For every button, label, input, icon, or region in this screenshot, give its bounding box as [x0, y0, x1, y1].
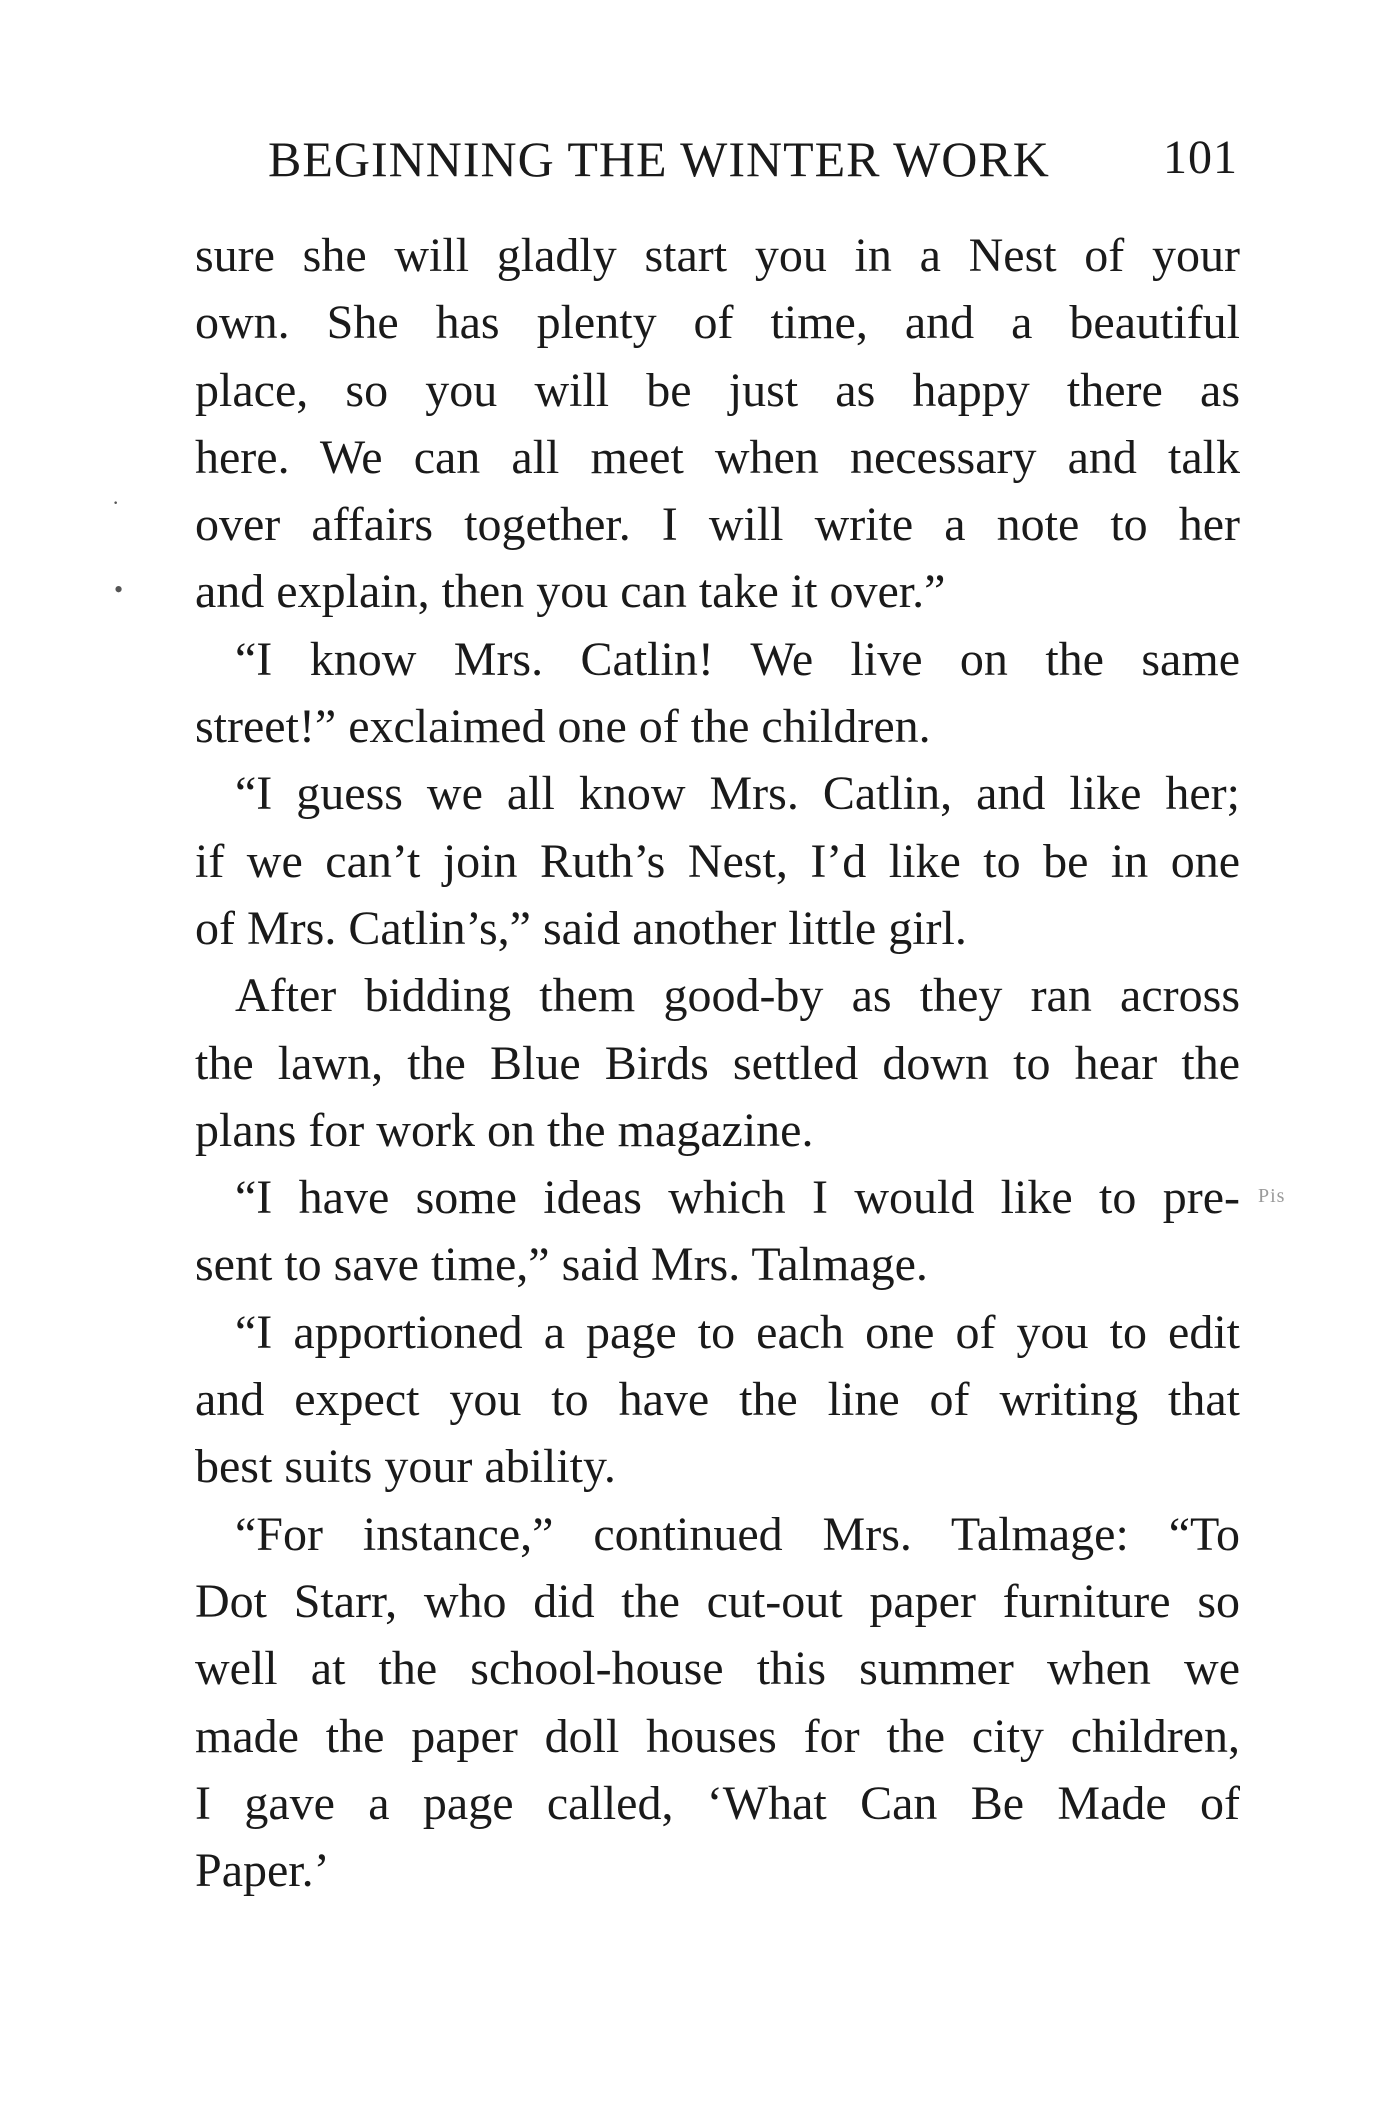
margin-mark: ·: [112, 490, 120, 515]
paragraph: [195, 962, 1240, 1164]
body-text: [195, 222, 1240, 1904]
text-line: place, so you will be just as happy there as: [195, 363, 1240, 417]
text-line: own. She has plenty of time, and a beautiful: [195, 296, 1240, 350]
text-line: if we can’t join Ruth’s Nest, I’d like to be in one: [195, 834, 1240, 888]
text-line: plans for work on the magazine.: [195, 1103, 814, 1157]
paragraph: [195, 1164, 1240, 1299]
text-line: well at the school-house this summer when we: [195, 1642, 1240, 1696]
text-line: and expect you to have the line of writing that: [195, 1373, 1240, 1427]
margin-bleedthrough: Pis: [1258, 1185, 1286, 1207]
text-line: made the paper doll houses for the city children,: [195, 1709, 1240, 1763]
running-title: BEGINNING THE WINTER WORK: [268, 131, 1050, 187]
paragraph: [195, 626, 1240, 761]
text-line: Paper.’: [195, 1844, 330, 1898]
running-head: [268, 130, 1238, 190]
margin-mark: •: [114, 575, 124, 604]
text-line: “I know Mrs. Catlin! We live on the same: [235, 632, 1240, 686]
text-line: “For instance,” continued Mrs. Talmage: “To: [235, 1507, 1240, 1561]
text-line: and explain, then you can take it over.”: [195, 565, 946, 619]
text-line: sent to save time,” said Mrs. Talmage.: [195, 1238, 928, 1292]
text-line: “I guess we all know Mrs. Catlin, and like her;: [235, 767, 1240, 821]
text-line: here. We can all meet when necessary and talk: [195, 430, 1240, 484]
text-line: of Mrs. Catlin’s,” said another little girl.: [195, 901, 967, 955]
text-line: best suits your ability.: [195, 1440, 616, 1494]
paragraph-continuation: [195, 222, 1240, 626]
page-number: 101: [1163, 131, 1238, 184]
text-line: Dot Starr, who did the cut-out paper furniture so: [195, 1574, 1240, 1628]
text-line: “I have some ideas which I would like to pre-: [235, 1171, 1240, 1225]
text-line: over affairs together. I will write a note to her: [195, 498, 1240, 552]
paragraph: [195, 1299, 1240, 1501]
text-line: street!” exclaimed one of the children.: [195, 700, 931, 754]
paragraph: [195, 760, 1240, 962]
text-line: After bidding them good-by as they ran across: [235, 969, 1240, 1023]
paragraph: [195, 1501, 1240, 1905]
text-line: the lawn, the Blue Birds settled down to hear the: [195, 1036, 1240, 1090]
text-line: “I apportioned a page to each one of you to edit: [235, 1305, 1240, 1359]
text-line: I gave a page called, ‘What Can Be Made of: [195, 1776, 1240, 1830]
text-line: sure she will gladly start you in a Nest of your: [195, 229, 1240, 282]
